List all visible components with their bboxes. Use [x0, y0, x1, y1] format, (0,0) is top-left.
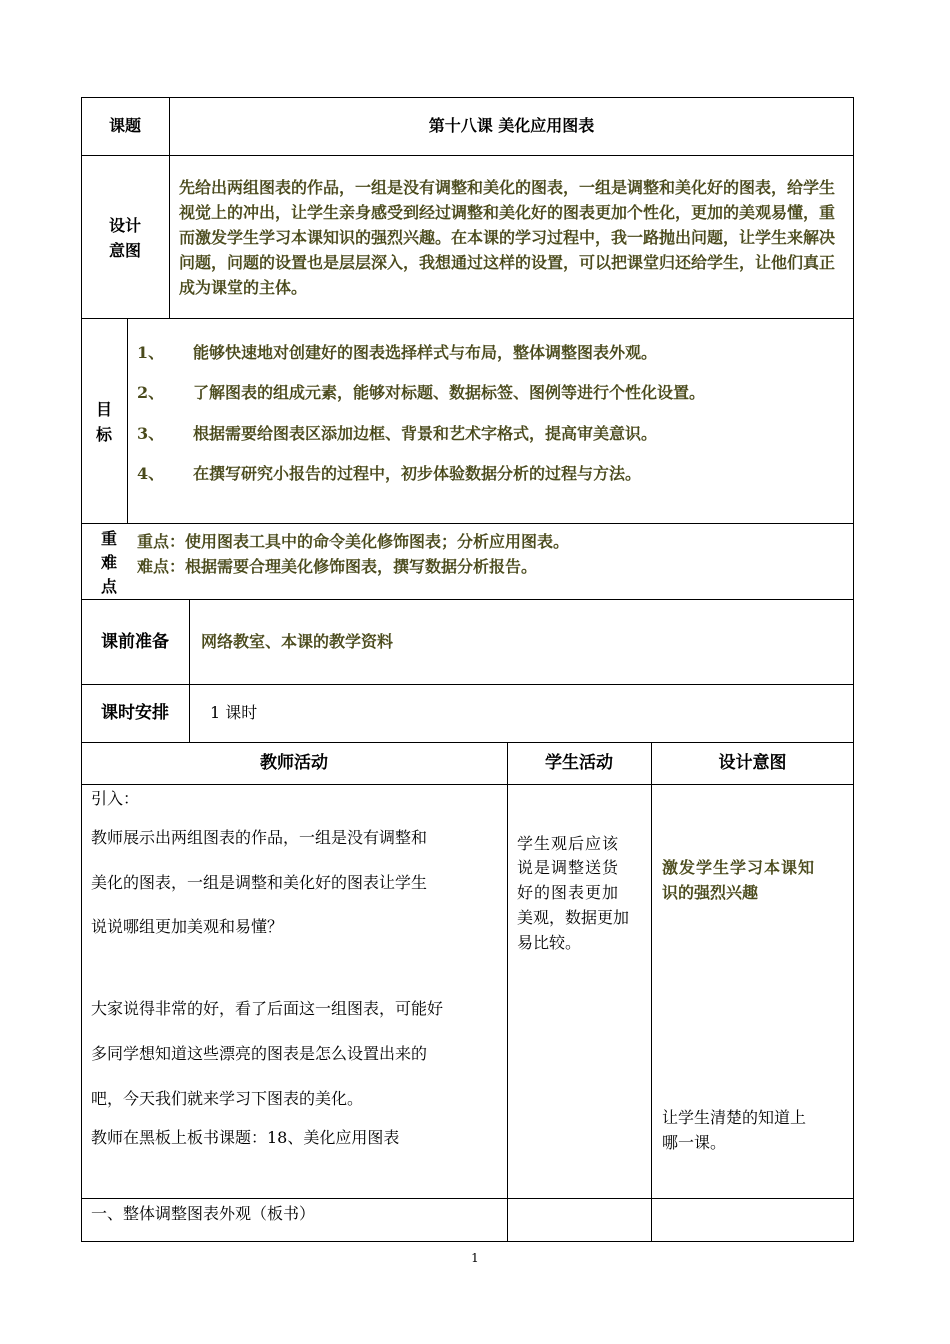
page-number: 1 [471, 1251, 479, 1265]
goal-text: 了解图表的组成元素，能够对标题、数据标签、图例等进行个性化设置。 [193, 383, 706, 402]
goal-item [137, 424, 657, 444]
intro-label: 引入： [91, 789, 140, 808]
teacher-text-line: 吧，今天我们就来学习下图表的美化。 [91, 1089, 364, 1108]
goal-item [137, 383, 705, 403]
row-divider [81, 742, 854, 743]
col-divider [507, 742, 508, 1242]
goal-number: 1、 [137, 343, 165, 362]
row-divider [81, 784, 854, 785]
design-intent-label: 设计 [108, 216, 141, 235]
topic-label: 课题 [108, 116, 141, 135]
student-text-line: 易比较。 [517, 933, 582, 952]
intent-text-line: 识的强烈兴趣 [662, 883, 759, 902]
goal-number: 3、 [137, 424, 165, 443]
student-text-line: 美观，数据更加 [517, 908, 630, 927]
teacher-board-text: 教师在黑板上板书课题：18、美化应用图表 [91, 1128, 400, 1147]
col-divider [127, 318, 128, 524]
key-points-label: 点 [100, 577, 117, 596]
preparation-label: 课前准备 [101, 632, 169, 652]
col-header-intent: 设计意图 [718, 753, 787, 773]
col-divider [189, 599, 190, 743]
student-text-line: 好的图表更加 [517, 883, 620, 902]
schedule-value: 1 课时 [210, 703, 258, 722]
teacher-text-line: 大家说得非常的好，看了后面这一组图表，可能好 [91, 999, 444, 1018]
goal-text: 在撰写研究小报告的过程中，初步体验数据分析的过程与方法。 [193, 464, 642, 483]
teacher-text-line: 美化的图表，一组是调整和美化好的图表让学生 [91, 873, 428, 892]
key-point-text: 重点：使用图表工具中的命令美化修饰图表；分析应用图表。 [137, 532, 570, 551]
col-header-student: 学生活动 [545, 753, 613, 773]
col-divider [651, 742, 652, 1242]
intent-text-line: 让学生清楚的知道上 [662, 1108, 807, 1127]
teacher-text-line: 说说哪组更加美观和易懂？ [91, 917, 284, 936]
section-heading: 一、整体调整图表外观（板书） [91, 1204, 316, 1223]
goals-label: 目 [95, 400, 112, 419]
goal-item [137, 464, 641, 484]
row-divider [81, 1198, 854, 1199]
key-points-label: 难 [100, 553, 117, 572]
goal-text: 能够快速地对创建好的图表选择样式与布局，整体调整图表外观。 [193, 343, 658, 362]
row-divider [81, 155, 854, 156]
student-text-line: 学生观后应该 [517, 834, 620, 853]
teacher-text-line: 多同学想知道这些漂亮的图表是怎么设置出来的 [91, 1044, 428, 1063]
row-divider [81, 684, 854, 685]
goal-number: 4、 [137, 464, 165, 483]
intent-text-line: 激发学生学习本课知 [662, 858, 816, 877]
intent-text-line: 哪一课。 [662, 1133, 727, 1152]
goal-text: 根据需要给图表区添加边框、背景和艺术字格式，提高审美意识。 [193, 424, 658, 443]
preparation-value: 网络教室、本课的教学资料 [201, 632, 394, 651]
teacher-text-line: 教师展示出两组图表的作品，一组是没有调整和 [91, 828, 428, 847]
row-divider [81, 318, 854, 319]
row-divider [81, 523, 854, 524]
difficult-point-text: 难点：根据需要合理美化修饰图表，撰写数据分析报告。 [137, 557, 538, 576]
row-divider [81, 599, 854, 600]
design-intent-text: 先给出两组图表的作品，一组是没有调整和美化的图表，一组是调整和美化好的图表，给学生视觉上的冲出，让学生亲身感受到经过调整和美化好的图表更加个性化，更加的美观易懂，重而激发学生学习本课知识的强烈兴趣。在本课的学习过程中，我一路抛出问题，让学生来解决问题，问题的设置也是层层深入，我想通过这样的设置，可以把课堂归还给学生，让他们真正成为课堂的主体。 [179, 178, 836, 297]
col-header-teacher: 教师活动 [260, 753, 328, 773]
key-points-label: 重 [100, 529, 117, 548]
design-intent-label: 意图 [108, 241, 141, 260]
student-text-line: 说是调整送货 [517, 858, 620, 877]
goal-number: 2、 [137, 383, 165, 402]
schedule-label: 课时安排 [101, 703, 169, 723]
goals-label: 标 [95, 425, 112, 444]
page-title: 第十八课 美化应用图表 [428, 116, 595, 135]
goal-item [137, 343, 657, 363]
